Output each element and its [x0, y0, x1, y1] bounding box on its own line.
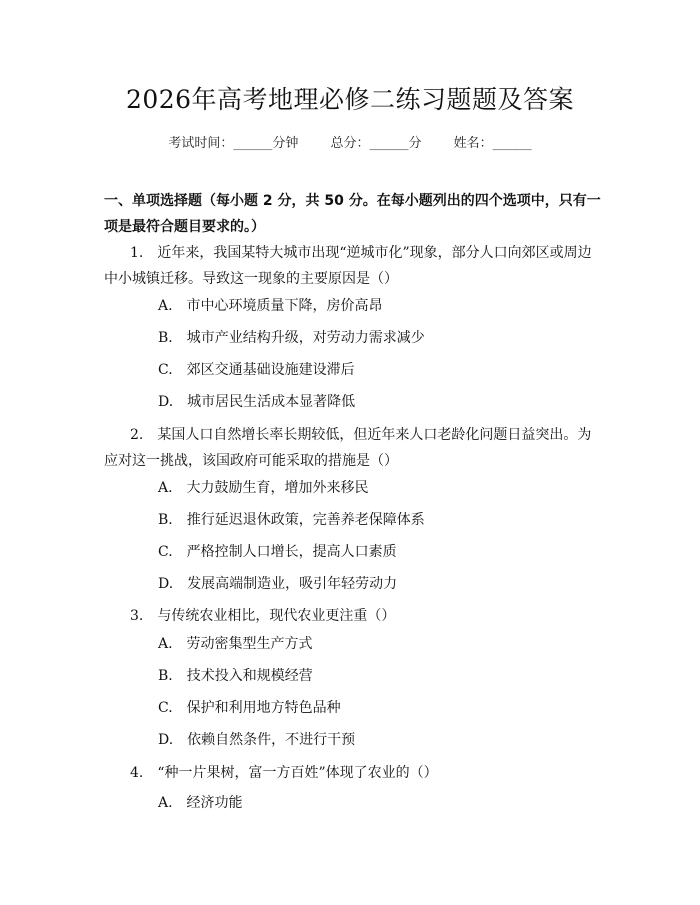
question-2: 2. 某国人口自然增长率长期较低，但近年来人口老龄化问题日益突出。为应对这一挑战，该国政府可能采取的措施是（）	[104, 427, 592, 469]
question-1-option-c: C. 郊区交通基础设施建设滞后	[158, 362, 355, 378]
question-3-option-c: C. 保护和利用地方特色品种	[158, 700, 341, 716]
page-title: 2026年高考地理必修二练习题题及答案	[125, 85, 575, 114]
question-4-option-a: A. 经济功能	[158, 795, 243, 811]
question-4: 4. “种一片果树，富一方百姓”体现了农业的（）	[130, 765, 438, 781]
question-3: 3. 与传统农业相比，现代农业更注重（）	[130, 608, 396, 624]
question-2-option-a: A. 大力鼓励生育，增加外来移民	[158, 480, 369, 496]
exam-meta	[0, 132, 700, 151]
question-3-option-b: B. 技术投入和规模经营	[158, 668, 313, 684]
question-1-option-b: B. 城市产业结构升级，对劳动力需求减少	[158, 330, 425, 346]
student-name-field: 姓名：______	[453, 136, 532, 151]
question-1-option-a: A. 市中心环境质量下降，房价高昂	[158, 298, 383, 314]
total-score-field: 总分：______分	[330, 136, 422, 151]
section-heading: 一、单项选择题（每小题 2 分，共 50 分。在每小题列出的四个选项中，只有一项是最符合题目要求的。）	[104, 193, 601, 235]
question-3-option-a: A. 劳动密集型生产方式	[158, 636, 313, 652]
exam-time-field: 考试时间：______分钟	[168, 136, 299, 151]
question-1-option-d: D. 城市居民生活成本显著降低	[158, 394, 356, 410]
question-2-option-c: C. 严格控制人口增长，提高人口素质	[158, 544, 397, 560]
question-2-option-b: B. 推行延迟退休政策，完善养老保障体系	[158, 512, 425, 528]
question-3-option-d: D. 依赖自然条件，不进行干预	[158, 732, 356, 748]
question-2-option-d: D. 发展高端制造业，吸引年轻劳动力	[158, 576, 398, 592]
question-1: 1. 近年来，我国某特大城市出现“逆城市化”现象，部分人口向郊区或周边中小城镇迁移。导致这一现象的主要原因是（）	[104, 245, 592, 287]
